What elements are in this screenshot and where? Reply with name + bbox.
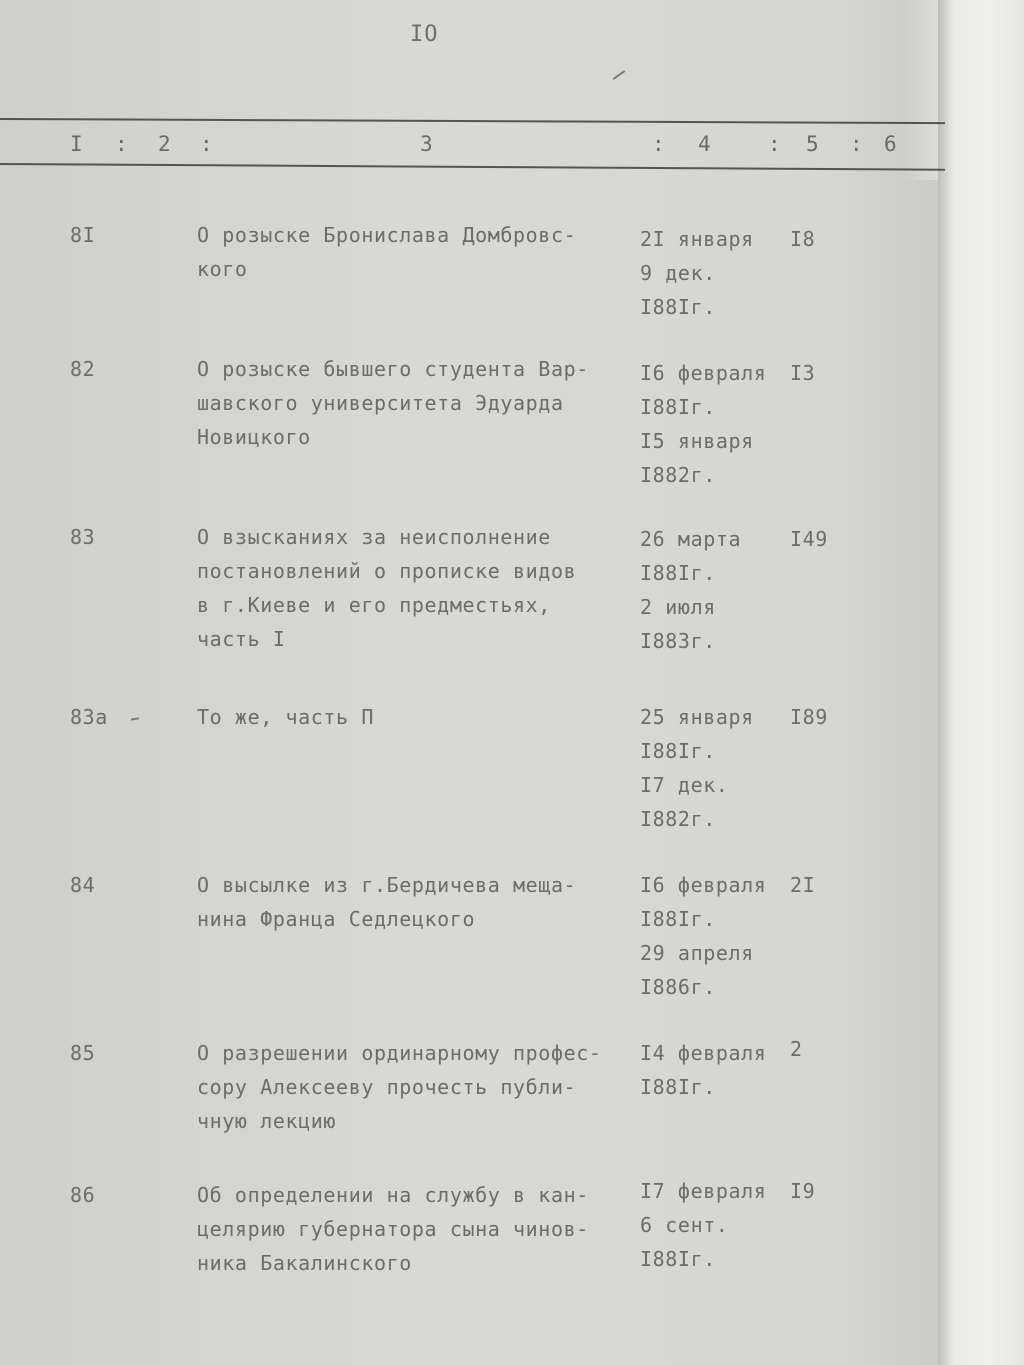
row-sheets: 2: [790, 1037, 803, 1061]
row-dates: 26 марта I88Iг. 2 июля I883г.: [640, 527, 742, 653]
row-sheets: 2I: [790, 873, 816, 897]
row-title: О высылке из г.Бердичева меща- нина Франца Седлецкого: [197, 873, 577, 931]
row-title: То же, часть П: [197, 705, 374, 729]
col-header-sep: :: [768, 132, 781, 156]
row-title: О розыске бывшего студента Вар- шавского университета Эдуарда Новицкого: [197, 357, 589, 449]
row-sheets: I49: [790, 527, 828, 551]
row-number: 83а: [70, 705, 108, 729]
row-title: О взысканиях за неисполнение постановлений о прописке видов в г.Киеве и его предместьях, часть I: [197, 525, 577, 651]
col-header-5: 5: [806, 132, 819, 156]
col-header-4: 4: [698, 132, 711, 156]
row-dates: I6 февраля I88Iг. 29 апреля I886г.: [640, 873, 767, 999]
col-header-sep: :: [115, 132, 128, 156]
row-dates: 25 января I88Iг. I7 дек. I882г.: [640, 705, 754, 831]
page-number: IO: [410, 22, 439, 47]
row-sheets: I89: [790, 705, 828, 729]
row-dates: 2I января 9 дек. I88Iг.: [640, 227, 754, 319]
col-header-3: 3: [420, 132, 433, 156]
row-sheets: I9: [790, 1179, 816, 1203]
col-header-1: I: [70, 132, 83, 156]
row-number: 84: [70, 873, 96, 897]
row-sheets: I8: [790, 227, 816, 251]
row-dates: I6 февраля I88Iг. I5 января I882г.: [640, 361, 767, 487]
row-number: 8I: [70, 223, 96, 247]
col-header-2: 2: [158, 132, 171, 156]
row-number: 82: [70, 357, 96, 381]
row-sheets: I3: [790, 361, 816, 385]
row-dates: I7 февраля 6 сент. I88Iг.: [640, 1179, 767, 1271]
row-dates: I4 февраля I88Iг.: [640, 1041, 767, 1099]
row-number: 83: [70, 525, 96, 549]
row-title: О разрешении ординарному профес- сору Алексееву прочесть публи- чную лекцию: [197, 1041, 602, 1133]
col-header-6: 6: [884, 132, 897, 156]
row-number: 85: [70, 1041, 96, 1065]
col-header-sep: :: [652, 132, 665, 156]
page-edge: [938, 0, 1024, 1365]
row-title: Об определении на службу в кан- целярию губернатора сына чинов- ника Бакалинского: [197, 1183, 589, 1275]
col-header-sep: :: [200, 132, 213, 156]
col-header-sep: :: [850, 132, 863, 156]
row-number: 86: [70, 1183, 96, 1207]
row-title: О розыске Бронислава Домбровс- кого: [197, 223, 577, 281]
